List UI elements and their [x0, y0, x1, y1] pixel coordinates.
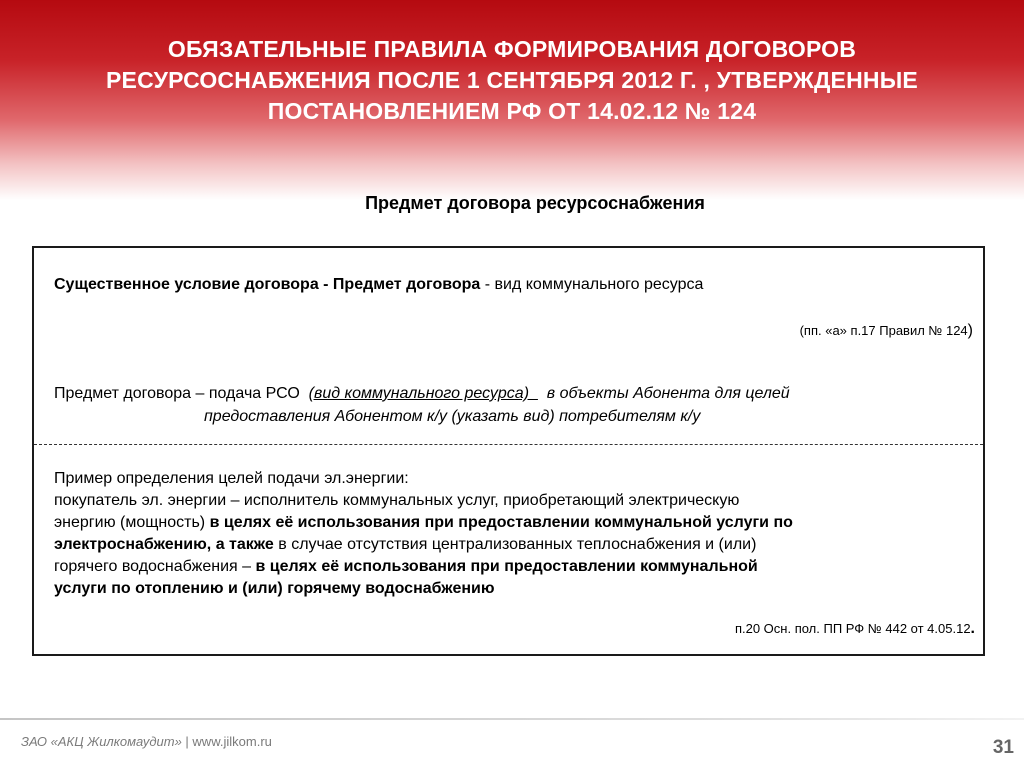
reference-pp-text: п.20 Осн. пол. ПП РФ № 442 от 4.05.12	[734, 621, 971, 636]
subject-line-1	[54, 383, 790, 405]
essential-condition-line	[54, 274, 703, 296]
example-line-2-bold: в целях её использования при предоставлении коммунальной услуги по	[209, 514, 793, 531]
example-line-2	[54, 512, 974, 534]
example-line-2-normal: энергию (мощность)	[54, 514, 210, 531]
example-line-4	[54, 556, 974, 578]
essential-condition-bold: Существенное условие договора - Предмет договора	[54, 276, 481, 293]
title-line-1: ОБЯЗАТЕЛЬНЫЕ ПРАВИЛА ФОРМИРОВАНИЯ ДОГОВОРОВ	[167, 36, 857, 62]
reference-rules-124	[800, 320, 973, 342]
footer-separator: |	[181, 734, 193, 749]
example-title: Пример определения целей подачи эл.энергии:	[54, 470, 409, 487]
content-box	[32, 246, 985, 656]
slide-subtitle: Предмет договора ресурсоснабжения	[365, 193, 705, 213]
reference-rules-text: (пп. «а» п.17 Правил № 124	[799, 323, 968, 338]
example-line-1: покупатель эл. энергии – исполнитель коммунальных услуг, приобретающий электрическую	[54, 492, 740, 509]
footer-url[interactable]: www.jilkom.ru	[192, 734, 272, 749]
example-line-3-normal: в случае отсутствия централизованных теплоснабжения и (или)	[273, 536, 757, 553]
example-line-5: услуги по отоплению и (или) горячему водоснабжению	[54, 580, 495, 597]
subject-underlined: (вид коммунального ресурса)	[308, 385, 538, 402]
example-line-4-normal: горячего водоснабжения –	[54, 558, 256, 575]
example-block	[54, 468, 974, 600]
page-number: 31	[992, 737, 1014, 758]
footer-divider	[0, 718, 1024, 720]
essential-condition-rest: - вид коммунального ресурса	[480, 276, 704, 293]
title-line-2: РЕСУРСОСНАБЖЕНИЯ ПОСЛЕ 1 СЕНТЯБРЯ 2012 Г. , УТВЕРЖДЕННЫЕ	[106, 67, 918, 93]
slide-title	[40, 34, 984, 127]
reference-pp-442	[735, 618, 975, 640]
reference-pp-dot: .	[970, 620, 975, 637]
subject-line-2: предоставления Абонентом к/у (указать вид) потребителям к/у	[204, 408, 701, 425]
dashed-divider	[34, 444, 983, 445]
footer	[21, 734, 272, 749]
subject-italic-1: в объекты Абонента для целей	[537, 385, 790, 402]
subject-prefix: Предмет договора – подача РСО	[54, 385, 309, 402]
example-line-3	[54, 534, 974, 556]
title-line-3: ПОСТАНОВЛЕНИЕМ РФ ОТ 14.02.12 № 124	[267, 98, 757, 124]
footer-company: ЗАО «АКЦ Жилкомаудит»	[21, 734, 182, 749]
example-line-4-bold: в целях её использования при предоставлении коммунальной	[255, 558, 758, 575]
example-line-3-bold: электроснабжению, а также	[54, 536, 274, 553]
reference-rules-paren: )	[967, 322, 973, 339]
